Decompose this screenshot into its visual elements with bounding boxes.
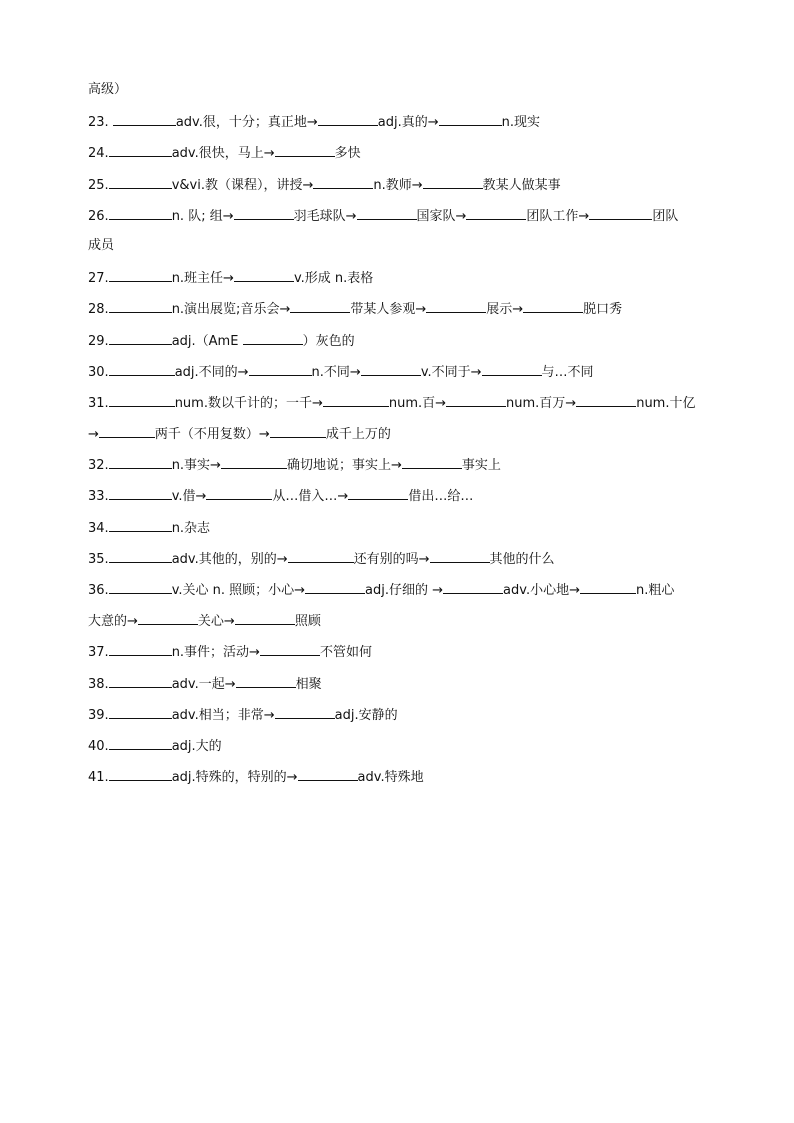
line-text: 23. — [88, 115, 113, 131]
answer-blank[interactable] — [305, 579, 365, 594]
answer-blank[interactable] — [206, 485, 272, 500]
answer-blank[interactable] — [138, 610, 198, 625]
line-text: 借出…给… — [408, 489, 474, 505]
answer-blank[interactable] — [221, 454, 287, 469]
line-text: adv.很快，马上→ — [171, 146, 275, 162]
answer-blank[interactable] — [290, 298, 350, 313]
vocabulary-list — [88, 80, 718, 797]
line-text: num.百万→ — [506, 395, 577, 411]
line-text: 相聚 — [295, 676, 322, 692]
line-text: v&vi.教（课程），讲授→ — [171, 177, 314, 193]
line-text: adv.一起→ — [171, 676, 236, 692]
line-text: adj.特殊的，特别的→ — [171, 770, 298, 786]
line-text: 羽毛球队→ — [293, 208, 357, 224]
line-text: 29. — [88, 333, 109, 349]
answer-blank[interactable] — [323, 392, 389, 407]
answer-blank[interactable] — [109, 454, 172, 469]
line-text: 38. — [88, 676, 109, 692]
line-text: 35. — [88, 551, 109, 567]
answer-blank[interactable] — [109, 205, 172, 220]
line-text: 不管如何 — [319, 645, 372, 661]
answer-blank[interactable] — [423, 174, 483, 189]
vocab-line — [88, 174, 718, 205]
answer-blank[interactable] — [466, 205, 526, 220]
line-text: n.杂志 — [171, 520, 211, 536]
line-text: n.现实 — [501, 115, 540, 131]
line-text: 30. — [88, 364, 109, 380]
answer-blank[interactable] — [234, 267, 294, 282]
answer-blank[interactable] — [275, 704, 335, 719]
line-text: n.粗心 — [635, 583, 675, 598]
line-text: 39. — [88, 707, 109, 723]
line-text: adv.特殊地 — [357, 770, 424, 786]
vocab-line — [88, 298, 718, 329]
line-text: 40. — [88, 738, 109, 754]
line-text: v.借→ — [171, 489, 207, 505]
answer-blank[interactable] — [109, 766, 172, 781]
answer-blank[interactable] — [446, 392, 506, 407]
answer-blank[interactable] — [249, 361, 312, 376]
line-text: 成员 — [88, 237, 115, 253]
line-text: 25. — [88, 177, 109, 193]
line-text: v.形成 n.表格 — [293, 271, 374, 287]
line-text: 事实上 — [461, 458, 501, 474]
line-text: → — [88, 427, 99, 443]
line-text: adj.安静的 — [334, 707, 398, 723]
line-text: 两千（不用复数）→ — [154, 427, 270, 443]
line-text: 33. — [88, 489, 109, 505]
line-text: 关心→ — [197, 614, 235, 630]
answer-blank[interactable] — [236, 673, 296, 688]
answer-blank[interactable] — [235, 610, 295, 625]
answer-blank[interactable] — [109, 579, 172, 594]
line-text: num.数以千计的；一千→ — [174, 395, 323, 411]
line-text: 团队工作→ — [526, 208, 590, 224]
line-text: 24. — [88, 146, 109, 162]
line-text: n.班主任→ — [171, 271, 234, 287]
line-text: 28. — [88, 302, 109, 318]
answer-blank[interactable] — [318, 111, 378, 126]
answer-blank[interactable] — [109, 298, 172, 313]
answer-blank[interactable] — [109, 142, 172, 157]
vocab-line — [88, 330, 718, 361]
answer-blank[interactable] — [113, 111, 176, 126]
answer-blank[interactable] — [99, 423, 155, 438]
line-text: 还有别的吗→ — [353, 551, 430, 567]
vocab-line — [88, 673, 718, 704]
answer-blank[interactable] — [288, 548, 354, 563]
answer-blank[interactable] — [109, 392, 175, 407]
line-text: ）灰色的 — [302, 333, 355, 349]
line-text: 41. — [88, 770, 109, 786]
answer-blank[interactable] — [270, 423, 326, 438]
answer-blank[interactable] — [580, 579, 636, 594]
answer-blank[interactable] — [443, 579, 503, 594]
vocab-line — [88, 485, 718, 516]
line-text: 照顾 — [294, 614, 321, 630]
line-text: adv.其他的，别的→ — [171, 551, 288, 567]
vocab-line — [88, 610, 718, 641]
line-text: 大意的→ — [88, 614, 138, 630]
answer-blank[interactable] — [589, 205, 652, 220]
line-text: 多快 — [334, 146, 361, 162]
line-text: 从…借入…→ — [272, 489, 349, 505]
answer-blank[interactable] — [430, 548, 490, 563]
line-text: v.不同于→ — [420, 364, 482, 380]
line-text: adj.大的 — [171, 738, 222, 754]
answer-blank[interactable] — [109, 517, 172, 532]
answer-blank[interactable] — [361, 361, 421, 376]
vocab-line — [88, 735, 718, 766]
answer-blank[interactable] — [109, 735, 172, 750]
line-text: n.事件；活动→ — [171, 645, 260, 661]
line-text: adj.真的→ — [377, 115, 439, 131]
vocab-line — [88, 548, 718, 579]
answer-blank[interactable] — [275, 142, 335, 157]
answer-blank[interactable] — [109, 704, 172, 719]
line-text: adv.相当；非常→ — [171, 707, 275, 723]
line-text: 团队 — [652, 208, 679, 224]
answer-blank[interactable] — [234, 205, 294, 220]
answer-blank[interactable] — [439, 111, 502, 126]
line-text: adj.不同的→ — [174, 364, 249, 380]
line-text: 教某人做某事 — [482, 177, 561, 193]
vocab-line — [88, 454, 718, 485]
line-text: 27. — [88, 271, 109, 287]
vocab-line — [88, 361, 718, 392]
line-text: 36. — [88, 583, 109, 598]
answer-blank[interactable] — [348, 485, 408, 500]
line-text: num.十亿 — [636, 395, 696, 411]
vocab-line — [88, 579, 718, 610]
line-text: adj.（AmE — [171, 333, 243, 349]
line-text: n.事实→ — [171, 458, 221, 474]
vocab-line — [88, 392, 718, 423]
line-text: 34. — [88, 520, 109, 536]
line-text: v.关心 n. 照顾；小心→ — [171, 583, 306, 598]
answer-blank[interactable] — [357, 205, 417, 220]
vocab-line — [88, 423, 718, 454]
line-text: n. 队; 组→ — [171, 208, 234, 224]
vocab-line — [88, 205, 718, 236]
answer-blank[interactable] — [313, 174, 373, 189]
line-text: 展示→ — [486, 302, 524, 318]
answer-blank[interactable] — [109, 673, 172, 688]
answer-blank[interactable] — [260, 641, 320, 656]
line-text: n.演出展览;音乐会→ — [171, 302, 291, 318]
answer-blank[interactable] — [109, 548, 172, 563]
answer-blank[interactable] — [109, 267, 172, 282]
answer-blank[interactable] — [109, 330, 172, 345]
vocab-line — [88, 80, 718, 111]
line-text: num.百→ — [388, 395, 447, 411]
vocab-line — [88, 641, 718, 672]
answer-blank[interactable] — [109, 641, 172, 656]
line-text: 成千上万的 — [325, 427, 391, 443]
line-text: 确切地说；事实上→ — [286, 458, 402, 474]
answer-blank[interactable] — [426, 298, 486, 313]
answer-blank[interactable] — [523, 298, 583, 313]
line-text: 31. — [88, 395, 109, 411]
answer-blank[interactable] — [298, 766, 358, 781]
answer-blank[interactable] — [402, 454, 462, 469]
line-text: 脱口秀 — [583, 302, 623, 318]
line-text: adv.小心地→ — [503, 583, 580, 598]
answer-blank[interactable] — [576, 392, 636, 407]
line-text: 32. — [88, 458, 109, 474]
answer-blank[interactable] — [243, 330, 303, 345]
line-text: 高级） — [88, 82, 128, 97]
line-text: 其他的什么 — [489, 551, 555, 567]
vocab-line — [88, 267, 718, 298]
line-text: adj.仔细的 → — [365, 583, 444, 598]
line-text: 37. — [88, 645, 109, 661]
line-text: 26. — [88, 208, 109, 224]
answer-blank[interactable] — [109, 174, 172, 189]
line-text: 带某人参观→ — [350, 302, 427, 318]
line-text: adv.很，十分；真正地→ — [175, 115, 318, 131]
vocab-line — [88, 236, 718, 267]
vocab-line — [88, 111, 718, 142]
vocab-line — [88, 704, 718, 735]
line-text: 国家队→ — [416, 208, 467, 224]
line-text: n.不同→ — [311, 364, 361, 380]
answer-blank[interactable] — [482, 361, 542, 376]
line-text: 与…不同 — [541, 364, 594, 380]
vocab-line — [88, 517, 718, 548]
answer-blank[interactable] — [109, 485, 172, 500]
line-text: n.教师→ — [373, 177, 423, 193]
answer-blank[interactable] — [109, 361, 175, 376]
vocab-line — [88, 766, 718, 797]
vocab-line — [88, 142, 718, 173]
